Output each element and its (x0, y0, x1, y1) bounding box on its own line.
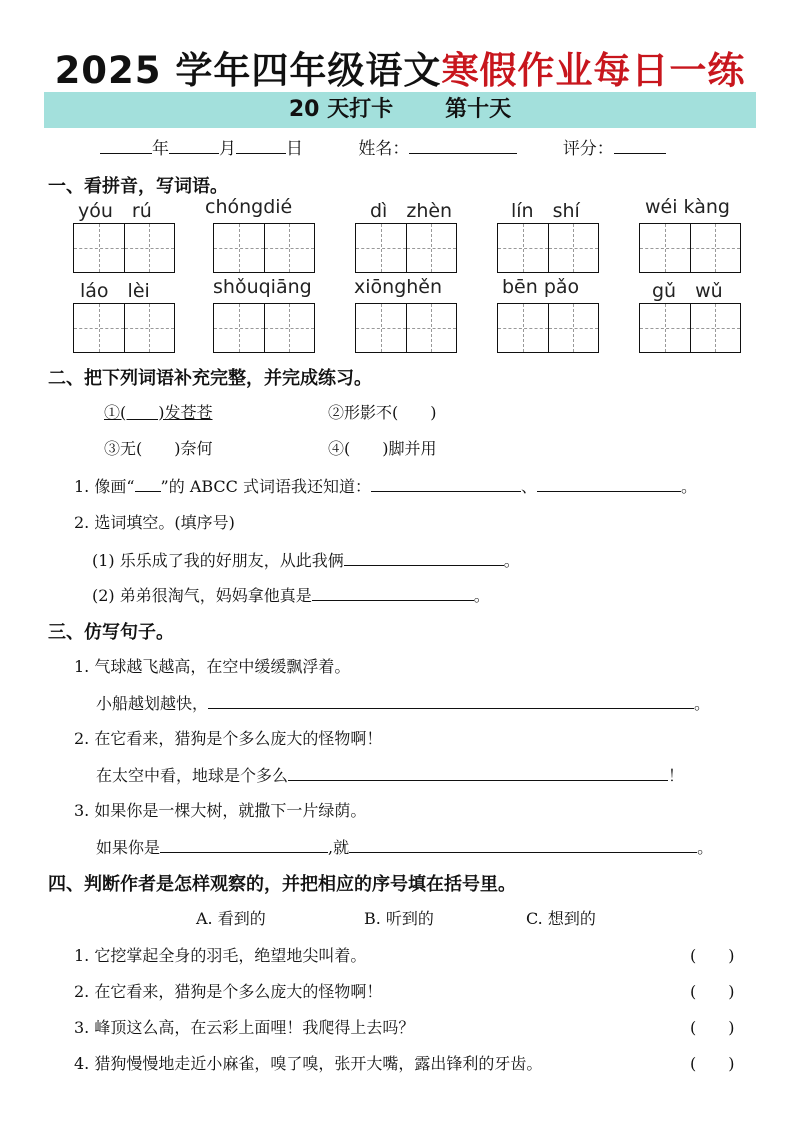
writing-grid[interactable] (497, 303, 599, 353)
header-info (100, 134, 666, 159)
word-4: ④( )脚并用 (328, 439, 437, 458)
answer-3-2: 在太空中看，地球是个多么 ！ (96, 762, 684, 786)
month-label: 月 (219, 139, 236, 159)
word-3: ③无( )奈何 (104, 439, 213, 458)
score-label: 评分： (562, 139, 614, 159)
answer-blank[interactable] (349, 834, 697, 853)
question-2-2: 2. 选词填空。(填序号) (74, 513, 235, 532)
section-1-heading: 一、看拼音，写词语。 (48, 176, 228, 197)
section-3-heading: 三、仿写句子。 (48, 622, 174, 643)
name-label: 姓名： (358, 139, 410, 159)
option-c: C. 想到的 (526, 909, 596, 928)
question-3-3: 3. 如果你是一棵大树，就撒下一片绿荫。 (74, 801, 367, 820)
writing-grid[interactable] (73, 303, 175, 353)
answer-bracket-2[interactable]: ( ) (690, 982, 735, 1001)
title-black: 2025 学年四年级语文 (54, 49, 442, 92)
answer-blank[interactable] (344, 547, 504, 566)
answer-blank[interactable] (208, 690, 694, 709)
word-1: ①( )发苍苍 (104, 403, 213, 422)
question-3-2: 2. 在它看来，猎狗是个多么庞大的怪物啊！ (74, 729, 383, 748)
answer-blank[interactable] (160, 834, 328, 853)
pinyin-1-2: chóngdié (205, 196, 293, 218)
option-b: B. 听到的 (364, 909, 434, 928)
option-a: A. 看到的 (196, 909, 266, 928)
title-red: 寒假作业每日一练 (441, 49, 746, 92)
day-banner (44, 92, 756, 128)
judge-item-4: 4. 猎狗慢慢地走近小麻雀，嗅了嗅，张开大嘴，露出锋利的牙齿。 (74, 1054, 543, 1073)
month-blank[interactable] (169, 135, 219, 154)
writing-grid[interactable] (213, 303, 315, 353)
pinyin-1-5: wéi kàng (645, 196, 730, 218)
score-blank[interactable] (614, 135, 666, 154)
answer-blank[interactable] (312, 582, 474, 601)
day-blank[interactable] (236, 135, 286, 154)
pinyin-2-3: xiōnghěn (354, 276, 443, 298)
answer-3-1: 小船越划越快， 。 (96, 690, 710, 714)
pinyin-2-2: shǒuqiāng (213, 276, 312, 298)
question-2-2-2: (2) 弟弟很淘气，妈妈拿他真是 。 (92, 582, 490, 606)
name-blank[interactable] (409, 135, 517, 154)
answer-blank[interactable] (371, 473, 521, 492)
judge-item-3: 3. 峰顶这么高，在云彩上面哩！我爬得上去吗？ (74, 1018, 415, 1037)
answer-blank[interactable] (288, 762, 668, 781)
judge-item-2: 2. 在它看来，猎狗是个多么庞大的怪物啊！ (74, 982, 383, 1001)
day-label: 日 (286, 139, 303, 159)
blank[interactable] (135, 473, 161, 492)
answer-3-3: 如果你是 ,就 。 (96, 834, 713, 858)
pinyin-1-1: yóu rú (78, 200, 152, 222)
banner-left: 20 天打卡 (288, 97, 394, 122)
pinyin-2-1: láo lèi (80, 280, 150, 302)
banner-right: 第十天 (445, 97, 512, 122)
year-blank[interactable] (100, 135, 152, 154)
question-2-2-1: (1) 乐乐成了我的好朋友，从此我俩 。 (92, 547, 520, 571)
answer-blank[interactable] (537, 473, 681, 492)
pinyin-2-4: bēn pǎo (502, 276, 580, 298)
pinyin-1-3: dì zhèn (370, 200, 453, 222)
pinyin-1-4: lín shí (511, 200, 580, 222)
year-label: 年 (152, 139, 169, 159)
pinyin-2-5: gǔ wǔ (652, 280, 723, 302)
answer-bracket-3[interactable]: ( ) (690, 1018, 735, 1037)
writing-grid[interactable] (355, 223, 457, 273)
question-3-1: 1. 气球越飞越高，在空中缓缓飘浮着。 (74, 657, 351, 676)
writing-grid[interactable] (497, 223, 599, 273)
question-2-1: 1. 像画“ ”的 ABCC 式词语我还知道： 、 。 (74, 473, 697, 497)
judge-item-1: 1. 它挖掌起全身的羽毛，绝望地尖叫着。 (74, 946, 367, 965)
writing-grid[interactable] (639, 223, 741, 273)
word-2: ②形影不( ) (328, 403, 437, 422)
answer-bracket-4[interactable]: ( ) (690, 1054, 735, 1073)
writing-grid[interactable] (355, 303, 457, 353)
writing-grid[interactable] (73, 223, 175, 273)
writing-grid[interactable] (639, 303, 741, 353)
section-4-heading: 四、判断作者是怎样观察的，并把相应的序号填在括号里。 (48, 874, 516, 895)
writing-grid[interactable] (213, 223, 315, 273)
section-2-heading: 二、把下列词语补充完整，并完成练习。 (48, 368, 372, 389)
answer-bracket-1[interactable]: ( ) (690, 946, 735, 965)
page-title (0, 40, 800, 94)
